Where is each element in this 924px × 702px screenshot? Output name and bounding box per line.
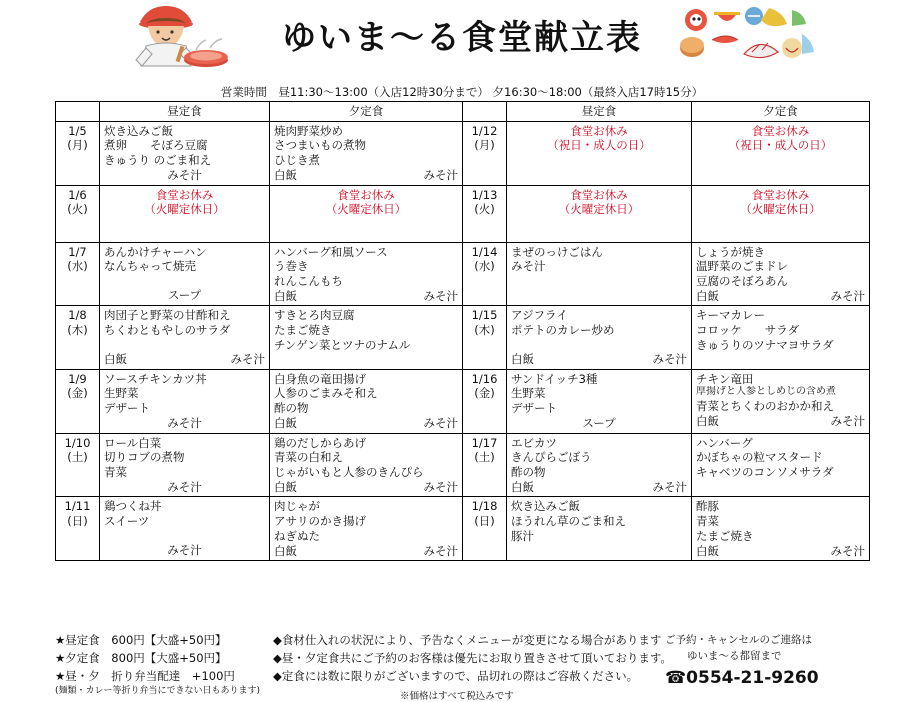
menu-item: チンゲン菜とツナのナムル [274,337,411,352]
side-dish-row: 白飯 みそ汁 [274,288,458,303]
menu-item: う巻き [274,259,309,274]
menu-item: ロール白菜 [104,435,162,450]
menu-item: 豚汁 [511,528,534,543]
side-dish-row: 白飯 みそ汁 [511,479,687,494]
date-cell: 1/5 (月) [56,121,100,185]
menu-item: 人参のごまみそ和え [274,386,378,401]
menu-item: 青菜とちくわのおかか和え [696,399,834,414]
contact-block [665,632,880,688]
menu-item: みそ汁 [511,259,546,274]
menu-item: デザート [104,401,150,416]
dinner-cell [692,306,870,369]
remarks-list [273,632,672,685]
menu-item: 青菜の白和え [274,450,343,465]
date-cell: 1/7 (水) [56,242,100,306]
menu-item: ちくわともやしのサラダ [104,323,231,338]
dinner-cell [692,433,870,497]
lunch-cell [507,306,692,369]
col-dinner-right: 夕定食 [692,102,870,122]
col-lunch-left: 昼定食 [100,102,270,122]
menu-item: たまご焼き [274,323,332,338]
menu-item: サンドイッチ3種 [511,371,598,386]
col-blank-left [56,102,100,122]
menu-item: 炊き込みご飯 [511,499,580,514]
lunch-cell [100,433,270,497]
menu-item: 生野菜 [511,386,546,401]
table-row [56,369,870,433]
lunch-cell [100,306,270,369]
menu-item: 青菜 [696,514,719,529]
table-row [56,433,870,497]
price-lunch: ★昼定食 600円【大盛+50円】 [55,633,227,647]
menu-item: ほうれん草のごま和え [511,514,626,529]
menu-item: たまご焼き [696,528,754,543]
dinner-cell [270,433,463,497]
menu-item: キーマカレー [696,308,765,323]
menu-item: 肉団子と野菜の甘酢和え [104,308,231,323]
menu-item: 白身魚の竜田揚げ [274,371,366,386]
menu-item: スイーツ [104,514,150,529]
new-year-decoration-illustration [674,4,824,70]
menu-item: デザート [511,401,557,416]
menu-item: ソースチキンカツ丼 [104,371,207,386]
table-row [56,185,870,242]
tax-note: ※価格はすべて税込みです [400,691,514,702]
menu-item: ひじき煮 [274,153,320,168]
table-row [56,497,870,561]
menu-item: 炊き込みご飯 [104,123,173,138]
side-dish-row: 白飯 みそ汁 [696,413,865,428]
menu-item: ねぎぬた [274,528,320,543]
menu-item: きゅうり のごま和え [104,153,212,168]
date-cell: 1/13 (火) [463,185,507,242]
lunch-cell-closed: 食堂お休み （火曜定休日） [100,185,270,242]
business-hours: 営業時間 昼11:30～13:00（入店12時30分まで） 夕16:30～18:00（最終入店17時15分） [220,85,704,99]
lunch-cell [100,497,270,561]
menu-item: 酢豚 [696,499,719,514]
menu-item: すきとろ肉豆腐 [274,308,355,323]
menu-item: なんちゃって焼売 [104,259,196,274]
side-dish-row: 白飯 みそ汁 [511,351,687,366]
menu-item: アサリのかき揚げ [274,514,366,529]
lunch-cell-closed: 食堂お休み （火曜定休日） [507,185,692,242]
menu-item: キャベツのコンソメサラダ [696,464,834,479]
side-dish: スープ [167,288,202,303]
page-title: ゆいま～る食堂献立表 [282,18,642,58]
menu-item: ハンバーグ和風ソース [274,244,388,259]
menu-item: れんこんもち [274,274,343,289]
price-note-small: (麺類・カレー等折り弁当にできない日もあります) [55,686,261,697]
lunch-cell [507,433,692,497]
lunch-cell [507,369,692,433]
menu-item: 酢の物 [274,401,309,416]
remark-3: ◆定食には数に限りがございますので、品切れの際はご容赦ください。 [273,668,639,683]
side-dish-row: 白飯 みそ汁 [274,543,458,558]
dinner-cell [692,369,870,433]
dinner-cell [270,306,463,369]
side-dish-row: 白飯 みそ汁 [696,543,865,558]
dinner-cell [270,369,463,433]
date-cell: 1/17 (土) [463,433,507,497]
date-cell: 1/8 (木) [56,306,100,369]
menu-item: 切りコブの煮物 [104,450,185,465]
menu-item: 酢の物 [511,464,546,479]
date-cell: 1/15 (木) [463,306,507,369]
menu-item: 肉じゃが [274,499,320,514]
menu-item: じゃがいもと人参のきんぴら [274,464,424,479]
col-blank-right [463,102,507,122]
dinner-cell-closed: 食堂お休み （祝日・成人の日） [692,121,870,185]
price-dinner: ★夕定食 800円【大盛+50円】 [55,650,227,665]
lunch-cell [100,369,270,433]
col-dinner-left: 夕定食 [270,102,463,122]
table-row [56,242,870,306]
date-cell: 1/6 (火) [56,185,100,242]
menu-item: エビカツ [511,435,557,450]
side-dish: みそ汁 [167,415,202,430]
side-dish-row: 白飯 みそ汁 [696,288,865,303]
menu-table [55,101,870,561]
lunch-cell [100,242,270,306]
menu-item: 豆腐のそぼろあん [696,274,788,289]
menu-item: アジフライ [511,308,568,323]
menu-item: 鶏のだしからあげ [274,435,366,450]
table-row [56,121,870,185]
date-cell: 1/18 (日) [463,497,507,561]
dinner-cell [692,497,870,561]
menu-item: きんぴらごぼう [511,450,592,465]
menu-item: チキン竜田 [696,371,754,386]
dinner-cell-closed: 食堂お休み （火曜定休日） [270,185,463,242]
side-dish: スープ [582,415,616,430]
dinner-cell [270,121,463,185]
menu-item: 青菜 [104,464,127,479]
menu-item: 鶏つくね丼 [104,499,162,514]
side-dish-row: 白飯 みそ汁 [274,167,458,182]
menu-item: ポテトのカレー炒め [511,323,615,338]
dinner-cell-closed: 食堂お休み （火曜定休日） [692,185,870,242]
date-cell: 1/9 (金) [56,369,100,433]
menu-item: かぼちゃの粒マスタード [696,450,823,465]
date-cell: 1/14 (水) [463,242,507,306]
date-cell: 1/16 (金) [463,369,507,433]
menu-item: さつまいもの煮物 [274,138,366,153]
dinner-cell [270,242,463,306]
lunch-cell [507,242,692,306]
lunch-cell [507,497,692,561]
menu-item: 温野菜のごまドレ [696,259,788,274]
lunch-cell [100,121,270,185]
contact-line-2: ゆいま～る都留まで [687,650,782,663]
menu-item: まぜのっけごはん [511,244,603,259]
side-dish: みそ汁 [167,167,202,182]
menu-item: しょうが焼き [696,244,765,259]
date-cell: 1/10 (土) [56,433,100,497]
col-lunch-right: 昼定食 [507,102,692,122]
price-bento-delivery: ★昼・夕 折り弁当配達 +100円 [55,668,235,683]
contact-line-1: ご予約・キャンセルのご連絡は [665,634,812,646]
dinner-cell [270,497,463,561]
side-dish-row: 白飯 みそ汁 [274,415,458,430]
menu-item: コロッケ サラダ [696,323,800,338]
menu-item: 煮卵 そぼろ豆腐 [104,138,208,153]
lunch-cell-closed: 食堂お休み （祝日・成人の日） [507,121,692,185]
telephone-number[interactable]: ☎0554-21-9260 [665,667,819,688]
menu-item: ハンバーグ [696,435,753,450]
side-dish-row: 白飯 みそ汁 [274,479,458,494]
menu-item: きゅうりのツナマヨサラダ [696,337,834,352]
menu-item: 焼肉野菜炒め [274,123,343,138]
menu-item: あんかけチャーハン [104,244,207,259]
remark-2: ◆昼・夕定食共にご予約のお客様は優先にお取り置きさせて頂いております。 [273,650,672,665]
table-row [56,306,870,369]
side-dish-row: 白飯 みそ汁 [104,351,265,366]
date-cell: 1/11 (日) [56,497,100,561]
table-header-row [56,102,870,122]
side-dish: みそ汁 [167,542,202,557]
dinner-cell [692,242,870,306]
remark-1: ◆食材仕入れの状況により、予告なくメニューが変更になる場合があります [273,633,662,647]
menu-item: 厚揚げと人参としめじの含め煮 [696,386,836,398]
price-list [55,632,273,698]
menu-item: 生野菜 [104,386,139,401]
side-dish: みそ汁 [167,479,202,494]
page-header [0,0,924,99]
date-cell: 1/12 (月) [463,121,507,185]
